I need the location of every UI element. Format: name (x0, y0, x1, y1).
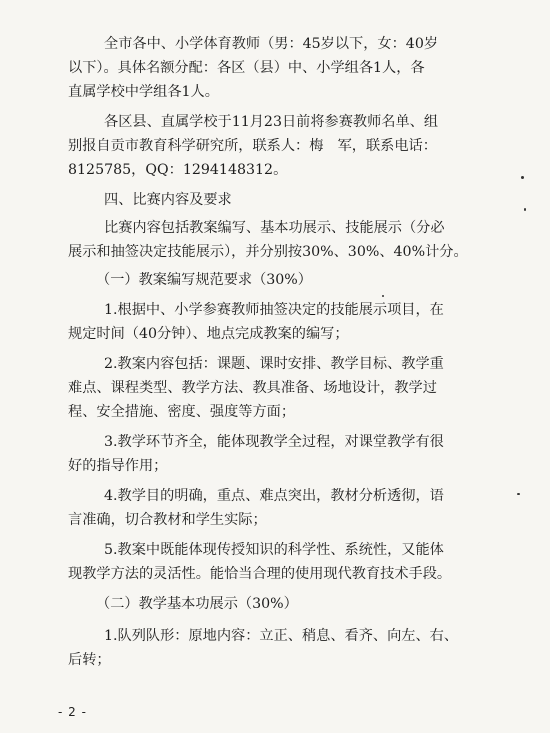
scan-speck (382, 295, 384, 297)
paragraph-drill (68, 624, 506, 672)
text-line: 言准确，切合教材和学生实际； (68, 512, 267, 528)
text-line: 以下）。具体名额分配：各区（县）中、小学组各1人，各 (68, 60, 425, 76)
text-line: 别报自贡市教育科学研究所，联系人：梅 军，联系电话： (68, 138, 437, 154)
text-line: 比赛内容包括教案编写、基本功展示、技能展示（分必 (104, 220, 445, 236)
section-heading (68, 188, 506, 212)
subsection-heading-basic-skills (68, 592, 506, 616)
subsection-heading-lesson-plan (68, 268, 506, 292)
text-line: 8125785，QQ：1294148312。 (68, 162, 288, 178)
heading-text: （二）教学基本功展示（30%） (96, 596, 298, 612)
text-line: 规定时间（40分钟）、地点完成教案的编写； (68, 326, 349, 342)
paragraph-item-2 (68, 352, 506, 424)
paragraph-item-3 (68, 430, 506, 478)
paragraph-item-5 (68, 538, 506, 586)
text-line: 现教学方法的灵活性。能恰当合理的使用现代教育技术手段。 (68, 566, 452, 582)
text-line: 难点、课程类型、教学方法、教具准备、场地设计，教学过 (68, 380, 437, 396)
paragraph-item-1 (68, 298, 506, 346)
page-number: - 2 - (58, 705, 87, 719)
paragraph-registration (68, 110, 506, 182)
text-line: 程、安全措施、密度、强度等方面； (68, 404, 296, 420)
paragraph-competition-content (68, 216, 506, 264)
document-body (68, 32, 506, 672)
scan-speck (517, 493, 520, 495)
text-line: 5.教案中既能体现传授知识的科学性、系统性，又能体 (104, 542, 444, 558)
text-line: 展示和抽签决定技能展示），并分别按30%、30%、40%计分。 (68, 244, 468, 260)
text-line: 后转； (68, 652, 111, 668)
text-line: 4.教学目的明确，重点、难点突出，教材分析透彻，语 (104, 488, 444, 504)
scan-speck (524, 208, 526, 211)
paragraph-participants (68, 32, 506, 104)
heading-text: （一）教案编写规范要求（30%） (96, 272, 312, 288)
text-line: 好的指导作用； (68, 458, 168, 474)
heading-text: 四、比赛内容及要求 (104, 192, 232, 208)
text-line: 2.教案内容包括：课题、课时安排、教学目标、教学重 (104, 356, 444, 372)
text-line: 1.根据中、小学参赛教师抽签决定的技能展示项目，在 (104, 302, 444, 318)
text-line: 1.队列队形：原地内容：立正、稍息、看齐、向左、右、 (104, 628, 459, 644)
text-line: 直属学校中学组各1人。 (68, 84, 219, 100)
paragraph-item-4 (68, 484, 506, 532)
text-line: 全市各中、小学体育教师（男：45岁以下，女：40岁 (104, 36, 439, 52)
text-line: 3.教学环节齐全，能体现教学全过程，对课堂教学有很 (104, 434, 444, 450)
text-line: 各区县、直属学校于11月23日前将参赛教师名单、组 (104, 114, 439, 130)
scan-speck (521, 176, 524, 179)
